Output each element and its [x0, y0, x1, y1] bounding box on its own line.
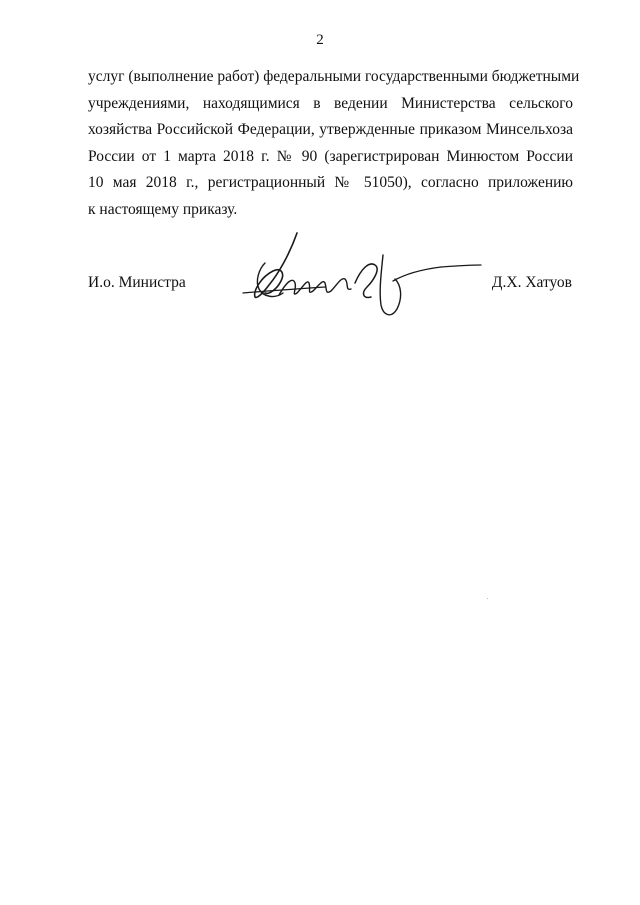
page-number: 2 [316, 32, 324, 48]
paragraph-line: к настоящему приказу. [88, 200, 238, 218]
paragraph-line: хозяйства Российской Федерации, утвержденные приказом Минсельхоза [88, 121, 573, 138]
scan-speck [487, 598, 488, 599]
paragraph-line: услуг (выполнение работ) федеральными государственными бюджетными [88, 68, 580, 85]
paragraph-line: 10 мая 2018 г., регистрационный № 51050), согласно приложению [88, 174, 573, 191]
handwritten-signature [235, 225, 495, 325]
signature-stroke [255, 233, 297, 297]
signature-stroke [380, 255, 400, 315]
signature-stroke [279, 279, 351, 295]
signature-stroke [393, 267, 441, 281]
signatory-role: И.о. Министра [88, 274, 186, 291]
signature-stroke [355, 264, 377, 297]
paragraph-line: учреждениями, находящимися в ведении Министерства сельского [88, 94, 573, 112]
signature-stroke [441, 265, 481, 267]
signatory-name: Д.Х. Хатуов [491, 274, 572, 291]
paragraph-line: России от 1 марта 2018 г. № 90 (зарегистрирован Минюстом России [88, 147, 573, 165]
body-paragraph [88, 64, 580, 223]
